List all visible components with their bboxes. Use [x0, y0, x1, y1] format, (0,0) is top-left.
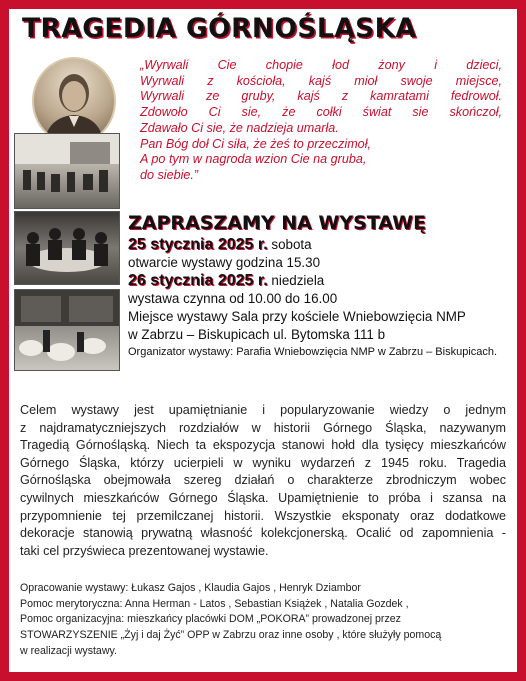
historical-photo-icon [14, 289, 120, 371]
poem [140, 58, 502, 184]
credits-line: Pomoc merytoryczna: Anna Herman - Latos , Sebastian Książek , Natalia Gozdek , [20, 597, 409, 610]
poem-line: do siebie.” [140, 167, 199, 182]
organizer: Organizator wystawy: Parafia Wniebowzięcia NMP w Zabrzu – Biskupicach. [128, 346, 498, 358]
historical-photo-icon [14, 133, 120, 209]
poem-line: Wyrwali ze gruby, kajś z kamratami fedrowoł. [140, 89, 502, 104]
credits-line: Opracowanie wystawy: Łukasz Gajos , Klaudia Gajos , Henryk Dziambor [20, 582, 361, 594]
description-line: Górnego Śląska, którzy ucierpieli w wyniku wydarzeń z 1945 roku. Tragedia [20, 455, 506, 470]
description-line: Celem wystawy jest upamiętnianie i popularyzowanie wiedzy o jednym [20, 403, 506, 417]
poem-line: „Wyrwali Cie chopie łod żony i dzieci, [140, 58, 502, 72]
date-row-1 [128, 236, 508, 254]
credits-line: Pomoc organizacyjna: mieszkańcy placówki DOM „POKORA” prowadzonej przez [20, 613, 401, 626]
poem-line: Pan Bóg doł Ci siła, że żeś to przeczimoł, [140, 136, 371, 151]
credits [20, 581, 506, 660]
description-line: cywilnych mieszkańców Górnego Śląska. Upamiętnienie to próba i szansa na [20, 490, 506, 505]
description-line: z najdramatyczniejszych rozdziałów w historii Górnego Śląska, nazywanym [20, 420, 506, 435]
portrait-photo-icon [32, 57, 116, 145]
description-line: Górnośląska obejmowała szereg działań o charakterze zbrodniczym wobec [20, 473, 506, 488]
poem-line: Wyrwali z kościoła, kajś mioł swoje miejsce, [140, 73, 502, 88]
exhibition-date-2: 26 stycznia 2025 r. [128, 272, 268, 289]
venue-line-1: Miejsce wystawy Sala przy kościele Wniebowzięcia NMP [128, 309, 466, 324]
weekday-1: sobota [271, 237, 312, 252]
weekday-2: niedziela [271, 273, 325, 288]
historical-photo-icon [14, 211, 120, 285]
poster-title: TRAGEDIA GÓRNOŚLĄSKA [22, 13, 417, 44]
credits-line: STOWARZYSZENIE „Żyj i daj Żyć” OPP w Zabrzu oraz inne osoby , które służyły pomocą [20, 629, 442, 642]
description-line: taki cel przyświeca prezentowanej wystawie. [20, 543, 269, 558]
description-line: przypomnienie tej przemilczanej historii. Wszystkie eksponaty oraz dodatkowe [20, 508, 506, 523]
poem-line: A po tym w nagroda wzion Cie na gruba, [140, 152, 367, 167]
description-line: dekoracje stanowią prywatną własność kolekcjonerską. Ocalić od zapomnienia - [20, 526, 506, 541]
credits-line: w realizacji wystawy. [20, 644, 117, 657]
invitation-heading: ZAPRASZAMY NA WYSTAWĘ [128, 212, 427, 234]
exhibition-hours: wystawa czynna od 10.00 do 16.00 [128, 291, 338, 306]
date-row-2 [128, 272, 508, 290]
venue-line-2: w Zabrzu – Biskupicach ul. Bytomska 111 b [128, 327, 386, 342]
description-line: Tragedią Górnośląską. Niech ta ekspozycja stanowi hołd dla tysięcy mieszkańców [20, 438, 506, 453]
invitation [128, 212, 508, 360]
poem-line: Zdowoło Ci sie, że cołki świat sie skończoł, [140, 105, 502, 120]
poem-line: Zdawało Ci sie, że nadzieja umarła. [140, 120, 339, 135]
exhibition-date-1: 25 stycznia 2025 r. [128, 236, 268, 253]
opening-hours: otwarcie wystawy godzina 15.30 [128, 255, 321, 270]
description [20, 402, 506, 560]
